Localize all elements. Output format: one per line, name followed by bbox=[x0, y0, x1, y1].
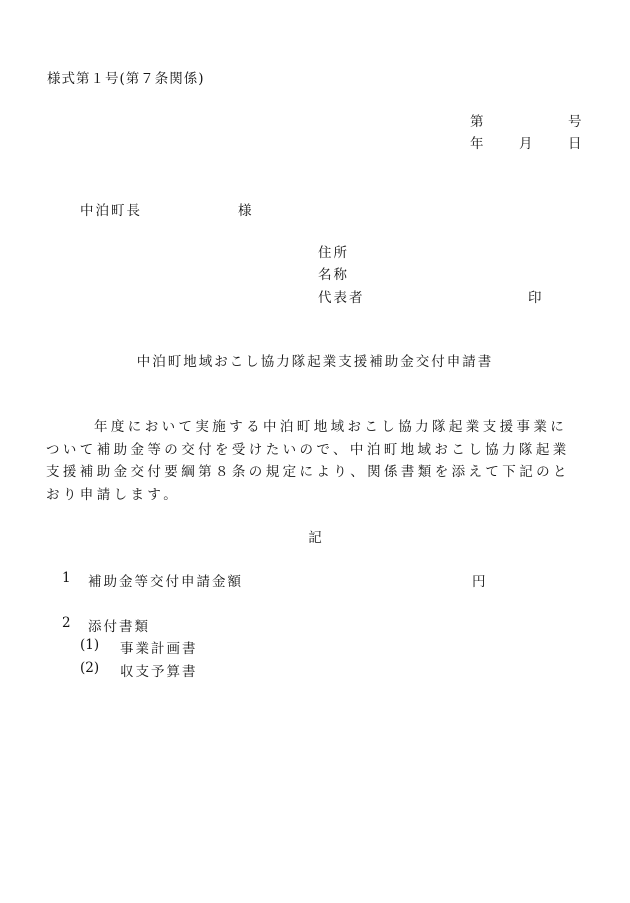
item-2-number: 2 bbox=[62, 615, 71, 631]
date-day-label: 日 bbox=[568, 136, 582, 152]
item-1-unit: 円 bbox=[472, 574, 486, 590]
recipient-honorific: 様 bbox=[238, 203, 252, 219]
applicant-name-label: 名称 bbox=[318, 267, 349, 283]
document-number-suffix: 号 bbox=[568, 114, 582, 130]
date-month-label: 月 bbox=[519, 136, 533, 152]
ki-heading: 記 bbox=[308, 530, 322, 546]
item-1-label: 補助金等交付申請金額 bbox=[88, 574, 243, 590]
seal-mark: 印 bbox=[528, 290, 542, 306]
applicant-address-label: 住所 bbox=[318, 245, 349, 261]
attachment-1-label: 事業計画書 bbox=[120, 641, 198, 657]
date-year-label: 年 bbox=[470, 136, 484, 152]
application-body-text: 年度において実施する中泊町地域おこし協力隊起業支援事業について補助金等の交付を受けたいので、中泊町地域おこし協力隊起業支援補助金交付要綱第８条の規定により、関係書類を添えて下記のとおり申請します。 bbox=[46, 419, 570, 504]
attachment-2-label: 収支予算書 bbox=[120, 664, 198, 680]
item-1-number: 1 bbox=[62, 570, 71, 586]
applicant-representative-label: 代表者 bbox=[318, 290, 365, 306]
form-number: 様式第１号(第７条関係) bbox=[47, 71, 205, 87]
document-title: 中泊町地域おこし協力隊起業支援補助金交付申請書 bbox=[136, 354, 494, 370]
item-2-label: 添付書類 bbox=[88, 619, 150, 635]
document-number-prefix: 第 bbox=[470, 114, 484, 130]
attachment-1-number: (1) bbox=[80, 637, 100, 653]
recipient-name: 中泊町長 bbox=[80, 203, 142, 219]
attachment-2-number: (2) bbox=[80, 660, 100, 676]
